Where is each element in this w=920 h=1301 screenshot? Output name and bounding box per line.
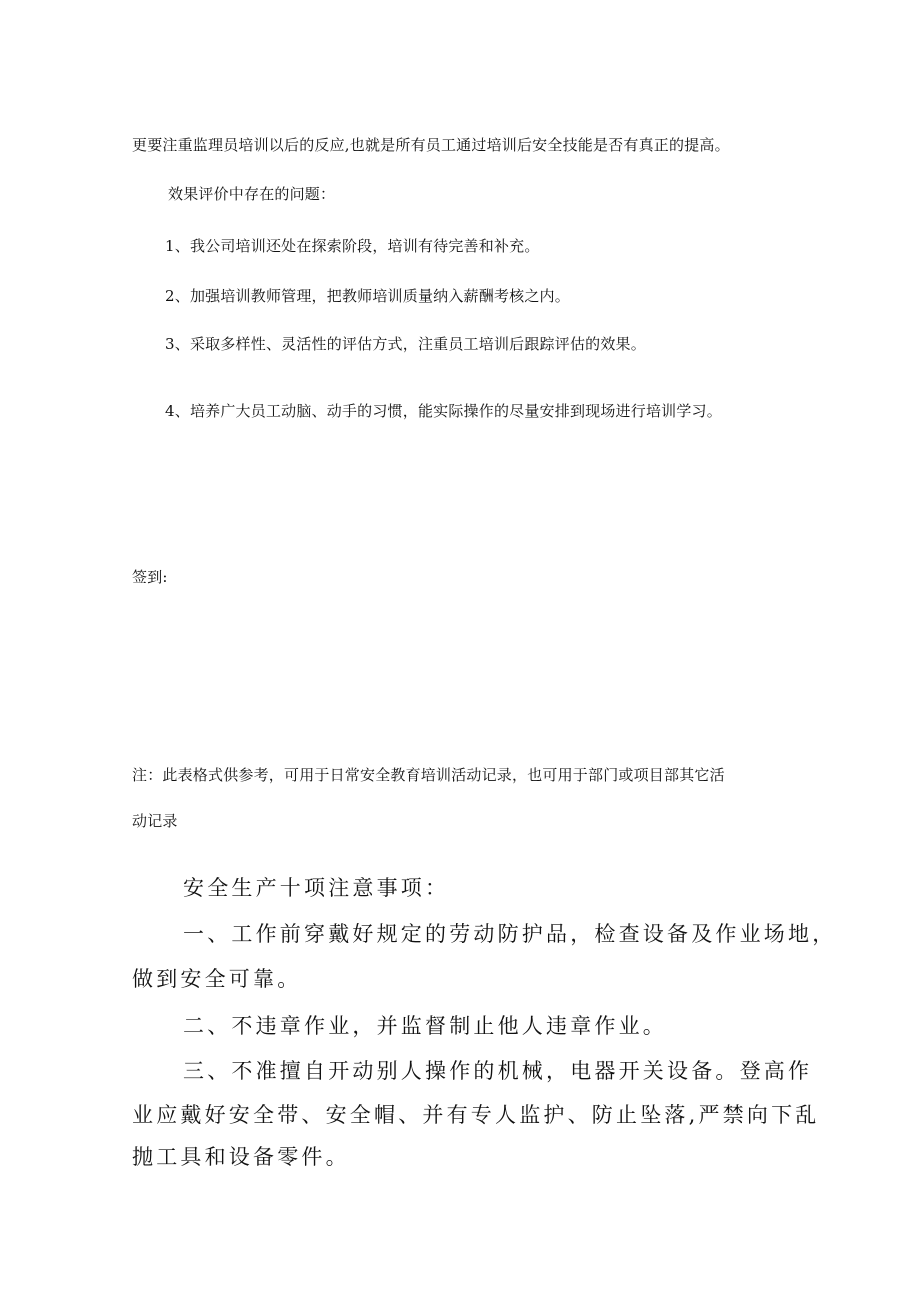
safety-rule-3-line-2: 业应戴好安全带、安全帽、并有专人监护、防止坠落,严禁向下乱 [132, 1103, 820, 1127]
issue-item-3: 3、采取多样性、灵活性的评估方式，注重员工培训后跟踪评估的效果。 [165, 335, 646, 353]
note-line-1: 注：此表格式供参考，可用于日常安全教育培训活动记录，也可用于部门或项目部其它活 [132, 766, 725, 784]
evaluation-heading: 效果评价中存在的问题： [168, 185, 336, 203]
sign-in-label: 签到: [132, 568, 168, 586]
safety-rule-3-line-3: 抛工具和设备零件。 [132, 1145, 350, 1169]
issue-item-4: 4、培养广大员工动脑、动手的习惯，能实际操作的尽量安排到现场进行培训学习。 [165, 402, 722, 420]
safety-rule-3-line-1: 三、不准擅自开动别人操作的机械，电器开关设备。登高作 [183, 1059, 813, 1083]
safety-rule-1-line-2: 做到安全可靠。 [132, 967, 302, 991]
safety-title: 安全生产十项注意事项： [183, 876, 450, 900]
safety-rule-1-line-1: 一、工作前穿戴好规定的劳动防护品，检查设备及作业场地， [183, 922, 837, 946]
safety-rule-2: 二、不违章作业，并监督制止他人违章作业。 [183, 1014, 667, 1038]
note-line-2: 动记录 [132, 812, 178, 830]
issue-item-2: 2、加强培训教师管理，把教师培训质量纳入薪酬考核之内。 [165, 287, 570, 305]
issue-item-1: 1、我公司培训还处在探索阶段，培训有待完善和补充。 [165, 237, 540, 255]
intro-paragraph: 更要注重监理员培训以后的反应,也就是所有员工通过培训后安全技能是否有真正的提高。 [132, 136, 730, 154]
